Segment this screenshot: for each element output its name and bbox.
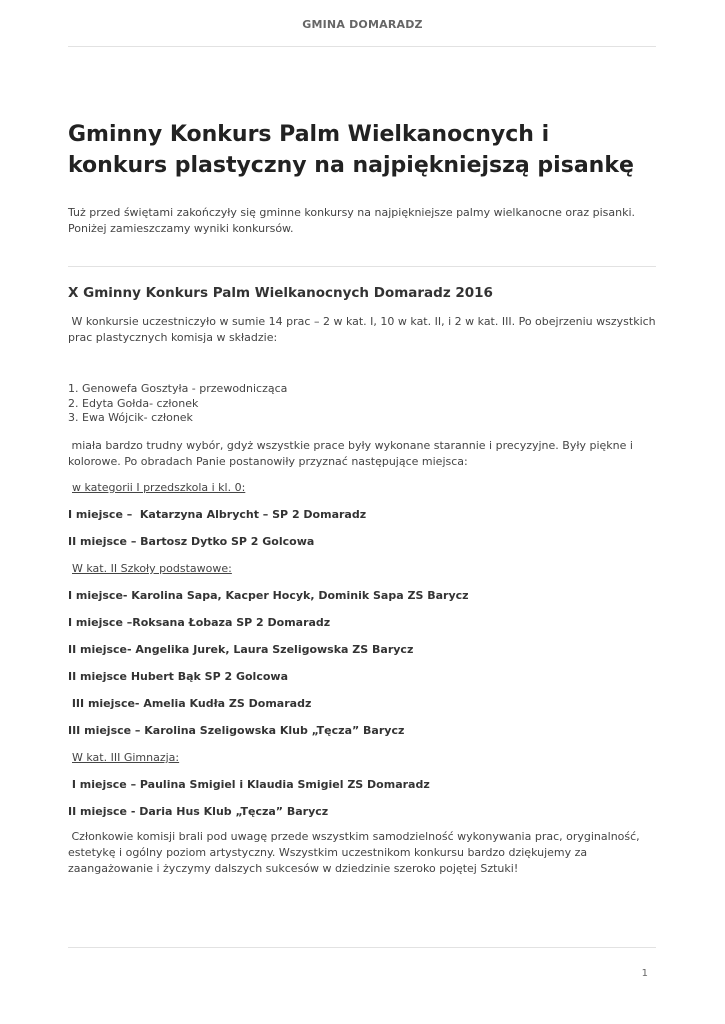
category-2-heading: W kat. II Szkoły podstawowe: bbox=[72, 562, 232, 575]
result-line: I miejsce – Katarzyna Albrycht – SP 2 Domaradz bbox=[68, 508, 367, 521]
result-line: I miejsce- Karolina Sapa, Kacper Hocyk, Dominik Sapa ZS Barycz bbox=[68, 589, 469, 602]
result-line: III miejsce- Amelia Kudła ZS Domaradz bbox=[68, 697, 312, 710]
category-heading bbox=[68, 750, 658, 766]
jury-list bbox=[68, 382, 287, 426]
closing-paragraph: Członkowie komisji brali pod uwagę przede wszystkim samodzielność wykonywania prac, oryginalność, estetykę i ogólny poziom artystyczny. Wszystkim uczestnikom konkursu bardzo dziękujemy za zaangażowanie i życzymy dalszych sukcesów w dziedzinie szeroko pojętej Sztuki! bbox=[68, 830, 644, 875]
result-line: II miejsce- Angelika Jurek, Laura Szeligowska ZS Barycz bbox=[68, 643, 414, 656]
result-line: I miejsce – Paulina Smigiel i Klaudia Smigiel ZS Domaradz bbox=[68, 778, 430, 791]
article-title: Gminny Konkurs Palm Wielkanocnych i konkurs plastyczny na najpiękniejszą pisankę bbox=[68, 122, 634, 178]
jury-member: Edyta Gołda- członek bbox=[82, 396, 199, 410]
result-line: III miejsce – Karolina Szeligowska Klub „Tęcza” Barycz bbox=[68, 724, 405, 737]
section-divider bbox=[68, 266, 656, 267]
list-number: 1. bbox=[68, 382, 79, 395]
result-line: II miejsce Hubert Bąk SP 2 Golcowa bbox=[68, 670, 288, 683]
list-number: 3. bbox=[68, 411, 79, 424]
category-1-heading: w kategorii I przedszkola i kl. 0: bbox=[72, 481, 246, 494]
footer-divider bbox=[68, 947, 656, 948]
category-heading bbox=[68, 561, 658, 577]
jury-member: Ewa Wójcik- członek bbox=[82, 411, 193, 424]
result-line: II miejsce – Bartosz Dytko SP 2 Golcowa bbox=[68, 535, 315, 548]
result-line: I miejsce –Roksana Łobaza SP 2 Domaradz bbox=[68, 616, 331, 629]
page-header: GMINA DOMARADZ bbox=[302, 18, 423, 31]
participants-paragraph: W konkursie uczestniczyło w sumie 14 prac – 2 w kat. I, 10 w kat. II, i 2 w kat. III. Po obejrzeniu wszystkich prac plastycznych komisja w składzie: bbox=[68, 315, 660, 344]
list-number: 2. bbox=[68, 396, 79, 410]
decision-paragraph: miała bardzo trudny wybór, gdyż wszystkie prace były wykonane starannie i precyzyjne. Były piękne i kolorowe. Po obradach Panie postanowiły przyznać następujące miejsca: bbox=[68, 439, 637, 468]
article-intro: Tuż przed świętami zakończyły się gminne konkursy na najpiękniejsze palmy wielkanocne oraz pisanki. Poniżej zamieszczamy wyniki konkursów. bbox=[68, 206, 636, 235]
category-3-heading: W kat. III Gimnazja: bbox=[72, 751, 180, 764]
section-title: X Gminny Konkurs Palm Wielkanocnych Domaradz 2016 bbox=[68, 285, 493, 301]
category-heading bbox=[68, 480, 658, 496]
page-number: 1 bbox=[641, 968, 648, 979]
header-divider bbox=[68, 46, 656, 47]
list-item bbox=[68, 397, 287, 412]
list-item bbox=[68, 382, 287, 397]
result-line: II miejsce - Daria Hus Klub „Tęcza” Barycz bbox=[68, 805, 329, 818]
jury-member: Genowefa Gosztyła - przewodnicząca bbox=[82, 382, 288, 395]
list-item bbox=[68, 411, 287, 426]
